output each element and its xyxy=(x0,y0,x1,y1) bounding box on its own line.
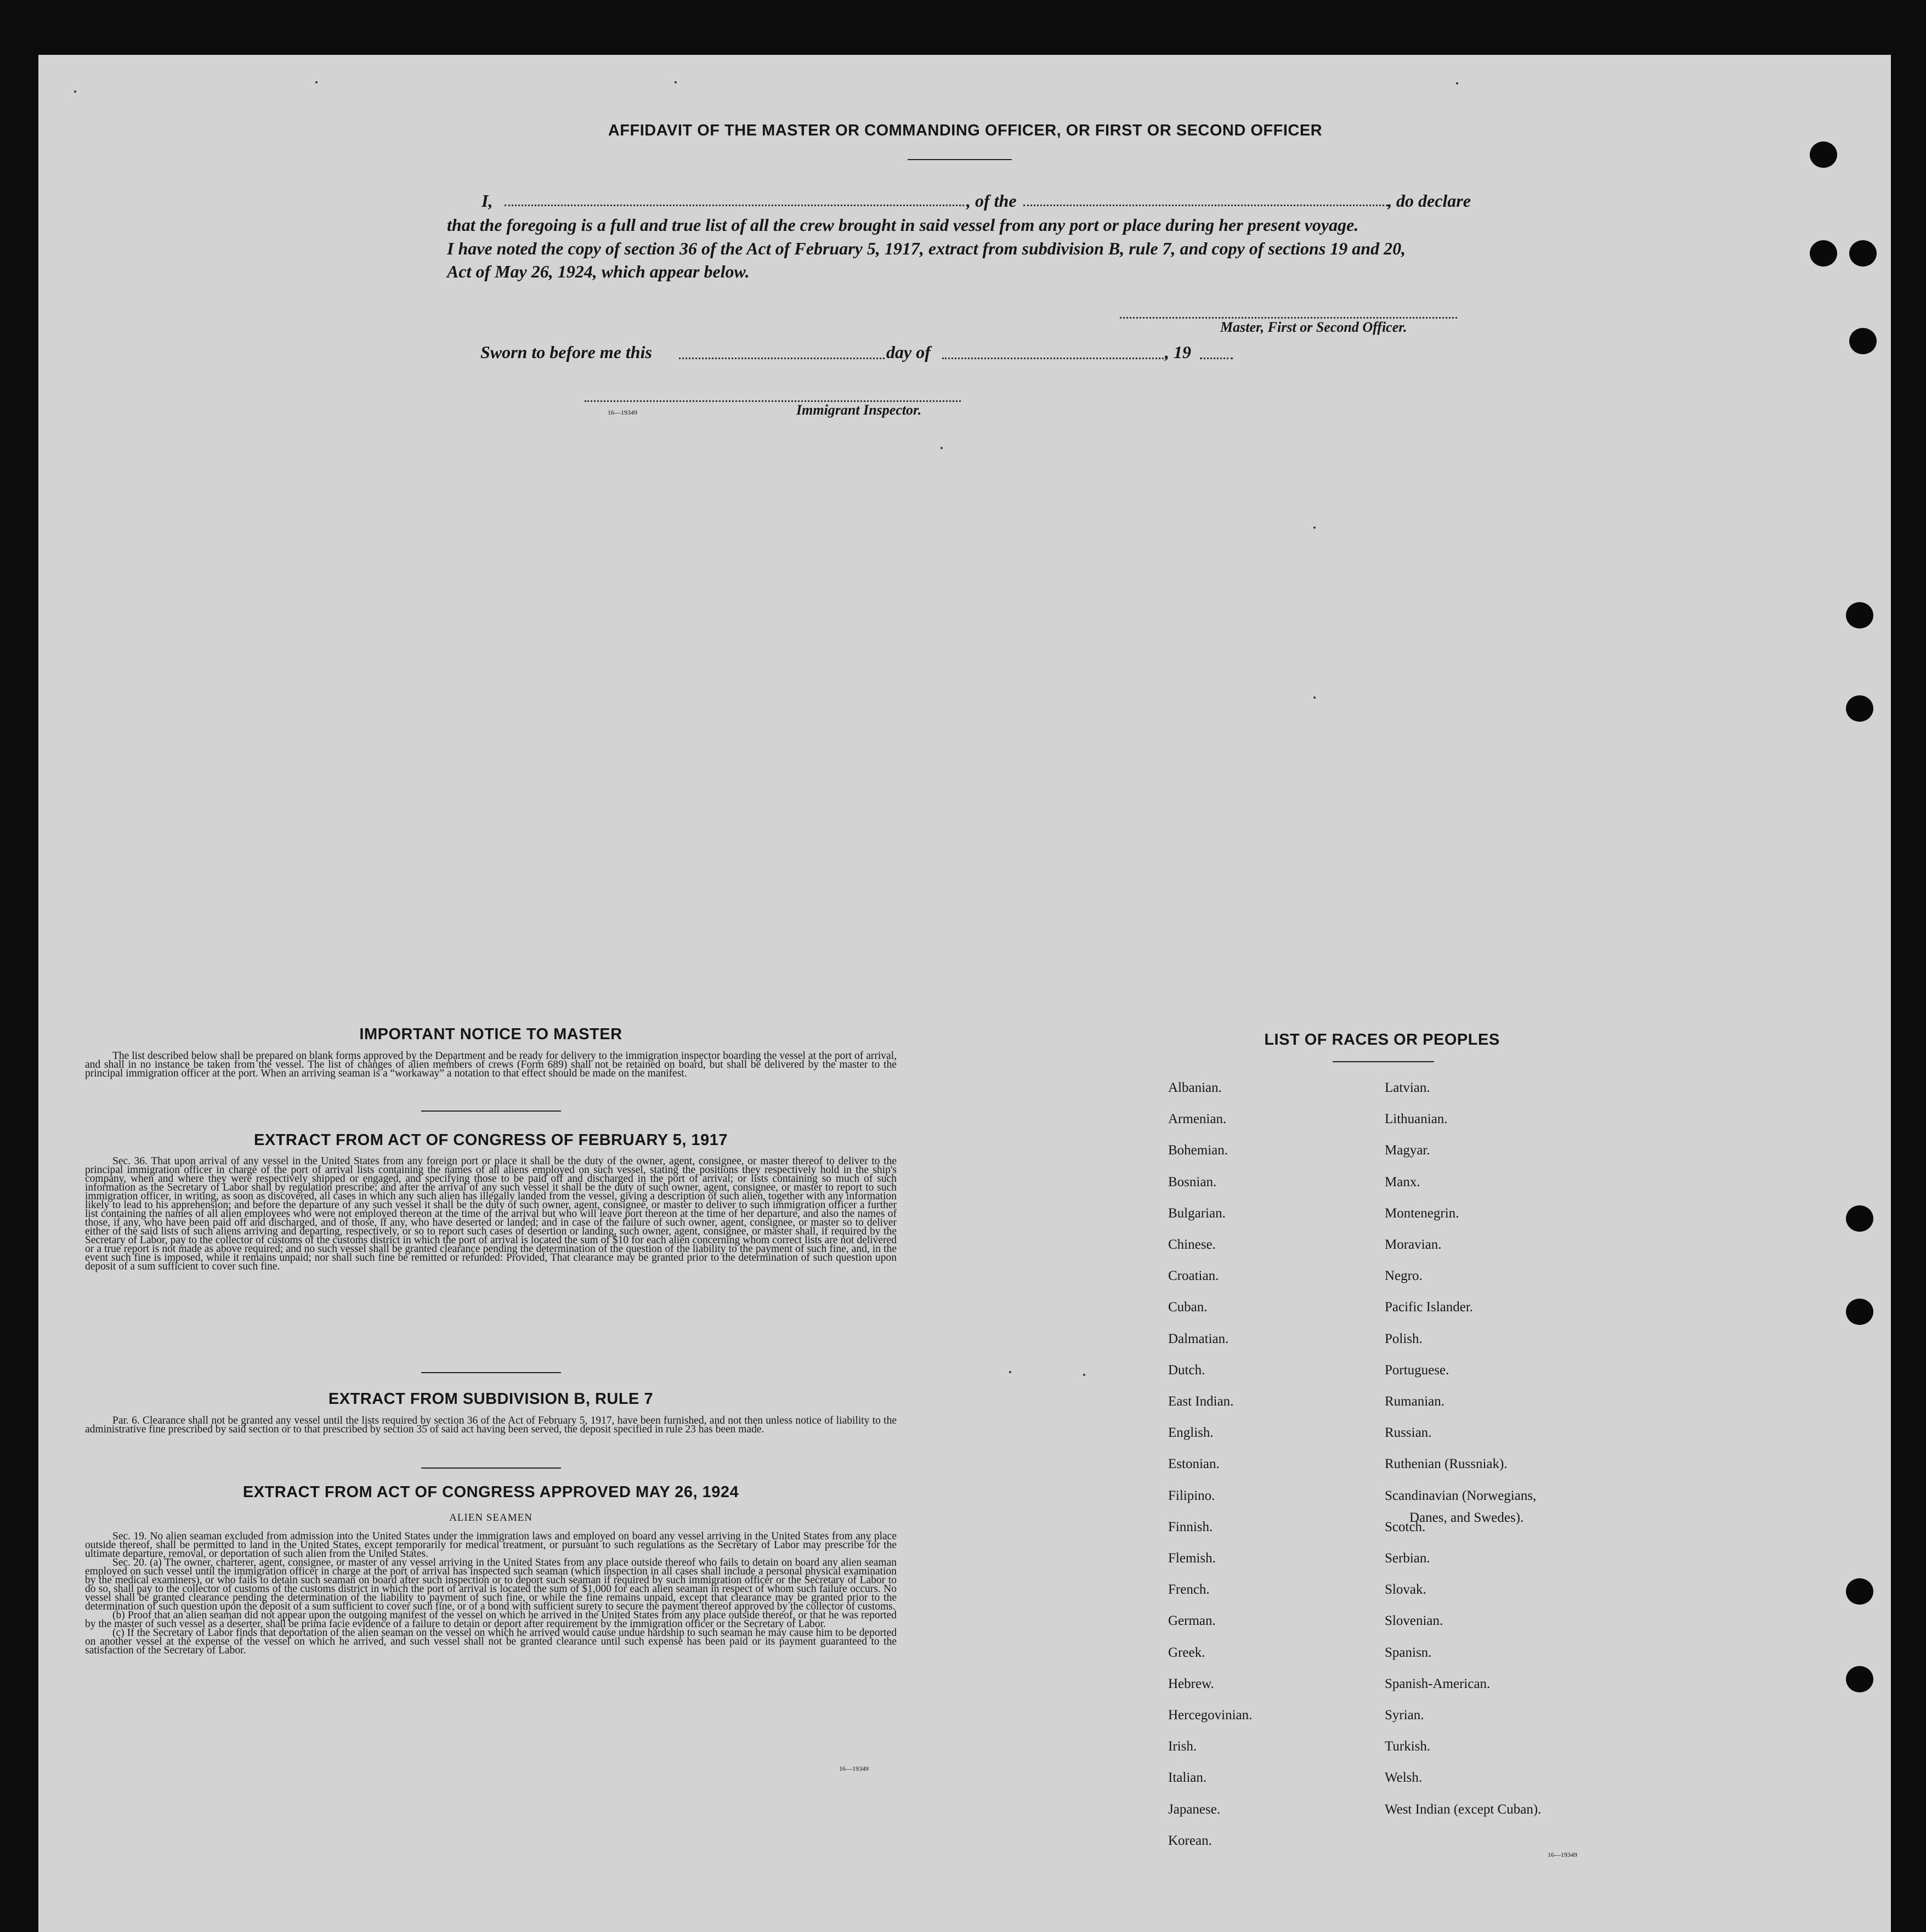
race-item: French. xyxy=(1168,1582,1210,1597)
binder-hole xyxy=(1846,1299,1873,1325)
binder-hole xyxy=(1810,240,1837,267)
race-item: Chinese. xyxy=(1168,1237,1216,1252)
race-item: Negro. xyxy=(1385,1268,1423,1284)
binder-hole xyxy=(1846,1578,1873,1605)
race-item: Polish. xyxy=(1385,1331,1423,1346)
sec-19: Sec. 19. No alien seaman excluded from admission into the United States under the immigration laws and employed on board any vessel arriving in the United States from any place outside thereof, shall be permitted to land in the United States, except temporarily for medical treatment, or pursuant to such regulations as the Secretary of Labor may prescribe for the ultimate departure, removal, or deportation of such alien from the United States. xyxy=(85,1531,897,1560)
affidavit-line-3: I have noted the copy of section 36 of the Act of February 5, 1917, extract from subdivision B, rule 7, and copy of sections 19 and 20, xyxy=(447,239,1406,258)
affidavit-declare: , do declare xyxy=(1387,191,1471,211)
race-item: Hercegovinian. xyxy=(1168,1708,1253,1723)
speck xyxy=(675,81,677,83)
race-item: Albanian. xyxy=(1168,1080,1222,1095)
race-item: Dalmatian. xyxy=(1168,1331,1229,1346)
race-item: Flemish. xyxy=(1168,1551,1216,1566)
speck xyxy=(1083,1374,1085,1376)
race-item: Magyar. xyxy=(1385,1143,1430,1158)
race-item: Rumanian. xyxy=(1385,1394,1445,1409)
race-item: Spanish-American. xyxy=(1385,1676,1491,1691)
race-item: Turkish. xyxy=(1385,1739,1431,1754)
name-field[interactable] xyxy=(505,205,968,206)
vessel-field[interactable] xyxy=(1023,205,1391,206)
form-number: 16—19349 xyxy=(1548,1851,1577,1859)
race-item: Finnish. xyxy=(1168,1519,1213,1534)
sec-20b: (b) Proof that an alien seaman did not appear upon the outgoing manifest of the vessel on which he arrived in the United States from any place outside thereof, or that he was reported by the master of such vessel as a deserter, shall be prima facie evidence of a failure to detain or deport after requirement by the immigration officer or the Secretary of Labor. xyxy=(85,1610,897,1630)
act-1917-body: Sec. 36. That upon arrival of any vessel in the United States from any foreign port or place it shall be the duty of the owner, agent, consignee, or master thereof to deliver to the principal immigration officer in charge of the port of arrival lists containing the names of all aliens employed on such vessel, stating the positions they respectively hold in the ship's company, when and where they were respectively shipped or engaged, and specifying those to be paid off and discharged in the port of arrival; or lists containing so much of such information as the Secretary of Labor shall by regulation prescribe; and after the arrival of any such vessel it shall be the duty of such owner, agent, consignee, or master to report to such immigration officer, in writing, as soon as discovered, all cases in which any such alien has illegally landed from the vessel, giving a description of such alien, together with any information likely to lead to his apprehension; and before the departure of any such vessel it shall be the duty of such owner, agent, consignee, or master to deliver to such immigration officer a further list containing the names of all alien employees who were not employed thereon at the time of the arrival but who will leave port thereon at the time of her departure, and also the names of those, if any, who have been paid off and discharged, and of those, if any, who have deserted or landed; and in case of the failure of such owner, agent, consignee, or master so to deliver either of the said lists of such aliens arriving and departing, respectively, or so to report such cases of desertion or landing, such owner, agent, consignee, or master shall, if required by the Secretary of Labor, pay to the collector of customs of the customs district in which the port of arrival is located the sum of $10 for each alien concerning whom correct lists are not delivered or a true report is not made as above required; and no such vessel shall be granted clearance pending the determination of the question of the liability to the payment of such fine, and, in the event such fine is imposed, while it remains unpaid; nor shall such fine be remitted or refunded: Provided, That clearance may be granted prior to the determination of such question upon deposit of a sum sufficient to cover such fine. xyxy=(85,1155,897,1272)
race-item: Croatian. xyxy=(1168,1268,1219,1284)
affidavit-line-4: Act of May 26, 1924, which appear below. xyxy=(447,262,750,281)
race-item: Filipino. xyxy=(1168,1488,1215,1503)
signature-line[interactable] xyxy=(1120,317,1457,319)
month-field[interactable] xyxy=(942,358,1167,359)
notice-body: The list described below shall be prepared on blank forms approved by the Department and be ready for delivery to the immigration inspector boarding the vessel at the port of arrival, and shall in no instance be taken from the vessel. The list of changes of alien members of crews (Form 689) shall not be retained on board, but shall be delivered by the master to the principal immigration officer at the port. When an arriving seaman is a “workaway” a notation to that effect should be made on the manifest. xyxy=(85,1050,897,1079)
races-title: LIST OF RACES OR PEOPLES xyxy=(1264,1031,1500,1049)
notice-title: IMPORTANT NOTICE TO MASTER xyxy=(359,1026,622,1043)
act-1917-title: EXTRACT FROM ACT OF CONGRESS OF FEBRUARY 5, 1917 xyxy=(253,1131,728,1149)
section-divider xyxy=(421,1372,561,1373)
act-1924-body xyxy=(85,1532,897,1655)
race-item: Danes, and Swedes). xyxy=(1409,1510,1524,1525)
binder-hole xyxy=(1846,602,1873,628)
race-item: Dutch. xyxy=(1168,1362,1205,1378)
race-item: Greek. xyxy=(1168,1645,1205,1660)
race-item: Slovak. xyxy=(1385,1582,1426,1597)
rule-7-body: Par. 6. Clearance shall not be granted any vessel until the lists required by section 36 of the Act of February 5, 1917, have been furnished, and not then unless notice of liability to the administrative fine prescribed by said section or to that prescribed by section 35 of said act having been served, the deposit specified in rule 23 has been made. xyxy=(85,1415,897,1435)
section-divider xyxy=(421,1468,561,1469)
races-divider xyxy=(1333,1061,1434,1062)
race-item: Armenian. xyxy=(1168,1112,1227,1127)
race-item: Pacific Islander. xyxy=(1385,1300,1474,1315)
speck xyxy=(1313,526,1316,529)
race-item: Syrian. xyxy=(1385,1708,1424,1723)
sec-20c: (c) If the Secretary of Labor finds that deportation of the alien seaman on the vessel on which he arrived would cause undue hardship to such seaman he may cause him to be deported on another vessel at the expense of the vessel on which he arrived, and such vessel shall not be granted clearance until such expense has been paid or its payment guaranteed to the satisfaction of the Secretary of Labor. xyxy=(85,1627,897,1656)
inspector-label: Immigrant Inspector. xyxy=(796,402,922,418)
race-item: Welsh. xyxy=(1385,1770,1423,1786)
race-item: Slovenian. xyxy=(1385,1613,1443,1629)
race-item: Cuban. xyxy=(1168,1300,1208,1315)
rule-7-title: EXTRACT FROM SUBDIVISION B, RULE 7 xyxy=(328,1390,654,1408)
sworn-day-of: day of xyxy=(886,342,931,362)
sec-20a: Sec. 20. (a) The owner, charterer, agent, consignee, or master of any vessel arriving in the United States from any place outside thereof who fails to detain on board any alien seaman employed on such vessel until the immigration officer in charge at the port of arrival has inspected such seaman (which inspection in all cases shall include a personal physical examination by the medical examiners), or who fails to detain such seaman on board after such inspection or to deport such seaman if required by such immigration officer or the Secretary of Labor to do so, shall pay to the collector of customs of the customs district in which the port of arrival is located the sum of $1,000 for each alien seaman in respect of whom such failure occurs. No vessel shall be granted clearance pending the determination of the liability to payment of such fine, or while the fine remains unpaid, except that clearance may be granted prior to the determination of such question upon the deposit of a sum sufficient to cover such fine, or of a bond with sufficient surety to secure the payment thereof approved by the collector of customs. xyxy=(85,1557,897,1612)
binder-hole xyxy=(1810,141,1837,168)
race-item: German. xyxy=(1168,1613,1216,1629)
act-1924-subtitle: ALIEN SEAMEN xyxy=(449,1512,533,1523)
speck xyxy=(1313,696,1316,699)
race-item: Estonian. xyxy=(1168,1457,1220,1472)
race-item: Italian. xyxy=(1168,1770,1207,1786)
race-item: Hebrew. xyxy=(1168,1676,1214,1691)
binder-hole xyxy=(1849,328,1877,354)
binder-hole xyxy=(1846,1666,1873,1692)
race-item: Latvian. xyxy=(1385,1080,1430,1095)
section-divider xyxy=(421,1111,561,1112)
race-item: Irish. xyxy=(1168,1739,1197,1754)
act-1924-title: EXTRACT FROM ACT OF CONGRESS APPROVED MAY 26, 1924 xyxy=(242,1483,739,1501)
race-item: East Indian. xyxy=(1168,1394,1234,1409)
race-item: Manx. xyxy=(1385,1174,1420,1189)
binder-hole xyxy=(1849,240,1877,267)
affidavit-i: I, xyxy=(482,191,493,211)
day-field[interactable] xyxy=(679,358,885,359)
form-number: 16—19349 xyxy=(608,409,637,416)
race-item: Japanese. xyxy=(1168,1801,1221,1817)
speck xyxy=(1009,1371,1011,1373)
race-item: Portuguese. xyxy=(1385,1362,1449,1378)
race-item: Serbian. xyxy=(1385,1551,1430,1566)
race-item: Scotch. xyxy=(1385,1519,1426,1534)
race-item: Lithuanian. xyxy=(1385,1112,1448,1127)
race-item: Ruthenian (Russniak). xyxy=(1385,1457,1508,1472)
speck xyxy=(74,90,76,93)
signature-label: Master, First or Second Officer. xyxy=(1220,319,1407,335)
affidavit-title: AFFIDAVIT OF THE MASTER OR COMMANDING OFFICER, OR FIRST OR SECOND OFFICER xyxy=(608,122,1323,139)
race-item: Spanisn. xyxy=(1385,1645,1432,1660)
form-number: 16—19349 xyxy=(839,1765,869,1772)
binder-hole xyxy=(1846,695,1873,722)
race-item: Bohemian. xyxy=(1168,1143,1228,1158)
speck xyxy=(1456,82,1458,84)
speck xyxy=(315,81,318,83)
race-item: Bulgarian. xyxy=(1168,1205,1226,1221)
sworn-prefix: Sworn to before me this xyxy=(480,342,652,362)
affidavit-line-2: that the foregoing is a full and true list of all the crew brought in said vessel from any port or place during her present voyage. xyxy=(447,215,1359,235)
race-item: Scandinavian (Norwegians, xyxy=(1385,1488,1537,1503)
race-item: West Indian (except Cuban). xyxy=(1385,1801,1542,1817)
binder-hole xyxy=(1846,1205,1873,1232)
race-item: Moravian. xyxy=(1385,1237,1442,1252)
race-item: Bosnian. xyxy=(1168,1174,1217,1189)
race-item: Montenegrin. xyxy=(1385,1205,1459,1221)
race-item: Russian. xyxy=(1385,1425,1432,1441)
affidavit-of-the: , of the xyxy=(966,191,1017,211)
speck xyxy=(941,447,943,449)
sworn-year: , 19 xyxy=(1165,342,1191,362)
title-underline xyxy=(908,159,1012,160)
race-item: Korean. xyxy=(1168,1833,1212,1848)
year-field[interactable] xyxy=(1200,358,1233,359)
race-item: English. xyxy=(1168,1425,1214,1441)
